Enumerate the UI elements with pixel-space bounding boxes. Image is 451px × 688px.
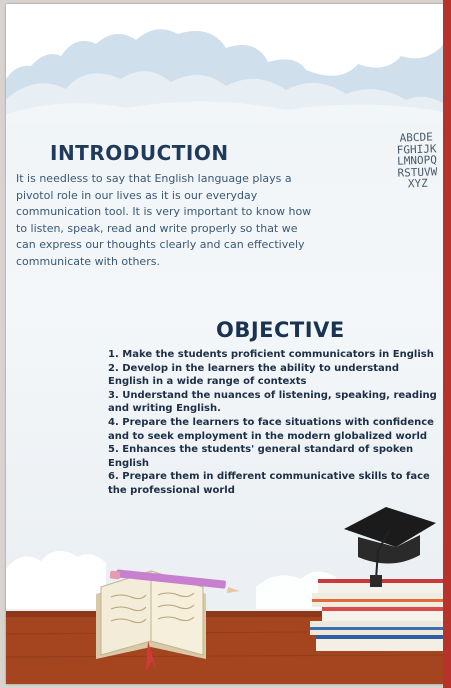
clouds-top-illustration xyxy=(6,4,444,124)
stack-of-books-illustration xyxy=(310,579,444,651)
introduction-body: It is needless to say that English language plays a pivotol role in our lives as it is our everyday communication tool. It is very important to know how to listen, speak, read and write properly so that we can express our thoughts clearly and can effectively communicate with others. xyxy=(16,172,312,268)
objective-item: 3. Understand the nuances of listening, speaking, reading and writing English. xyxy=(108,389,437,415)
objective-heading: OBJECTIVE xyxy=(216,318,345,342)
alphabet-line: RSTUVW xyxy=(397,164,438,180)
objective-item: 2. Develop in the learners the ability to understand English in a wide range of contexts xyxy=(108,362,400,388)
alphabet-doodle xyxy=(381,131,444,191)
objective-item: 4. Prepare the learners to face situations with confidence and to seek employment in the modern globalized world xyxy=(108,416,434,442)
objective-item: 5. Enhances the students' general standard of spoken English xyxy=(108,444,414,469)
page-edge xyxy=(443,0,451,688)
alphabet-line: LMNOPQ xyxy=(396,153,438,168)
objective-item: 1. Make the students proficient communicators in English xyxy=(108,349,434,360)
introduction-heading: INTRODUCTION xyxy=(50,141,229,165)
alphabet-line: XYZ xyxy=(407,176,428,191)
flyer-page xyxy=(6,4,444,684)
alphabet-line: FGHIJK xyxy=(396,141,437,157)
objective-list xyxy=(108,348,440,498)
objective-item: 6. Prepare them in different communicative skills to face the professional world xyxy=(108,471,430,496)
graduation-cap-illustration xyxy=(344,507,436,587)
alphabet-line: ABCDE xyxy=(399,130,433,145)
bottom-scene-illustration xyxy=(6,499,444,684)
